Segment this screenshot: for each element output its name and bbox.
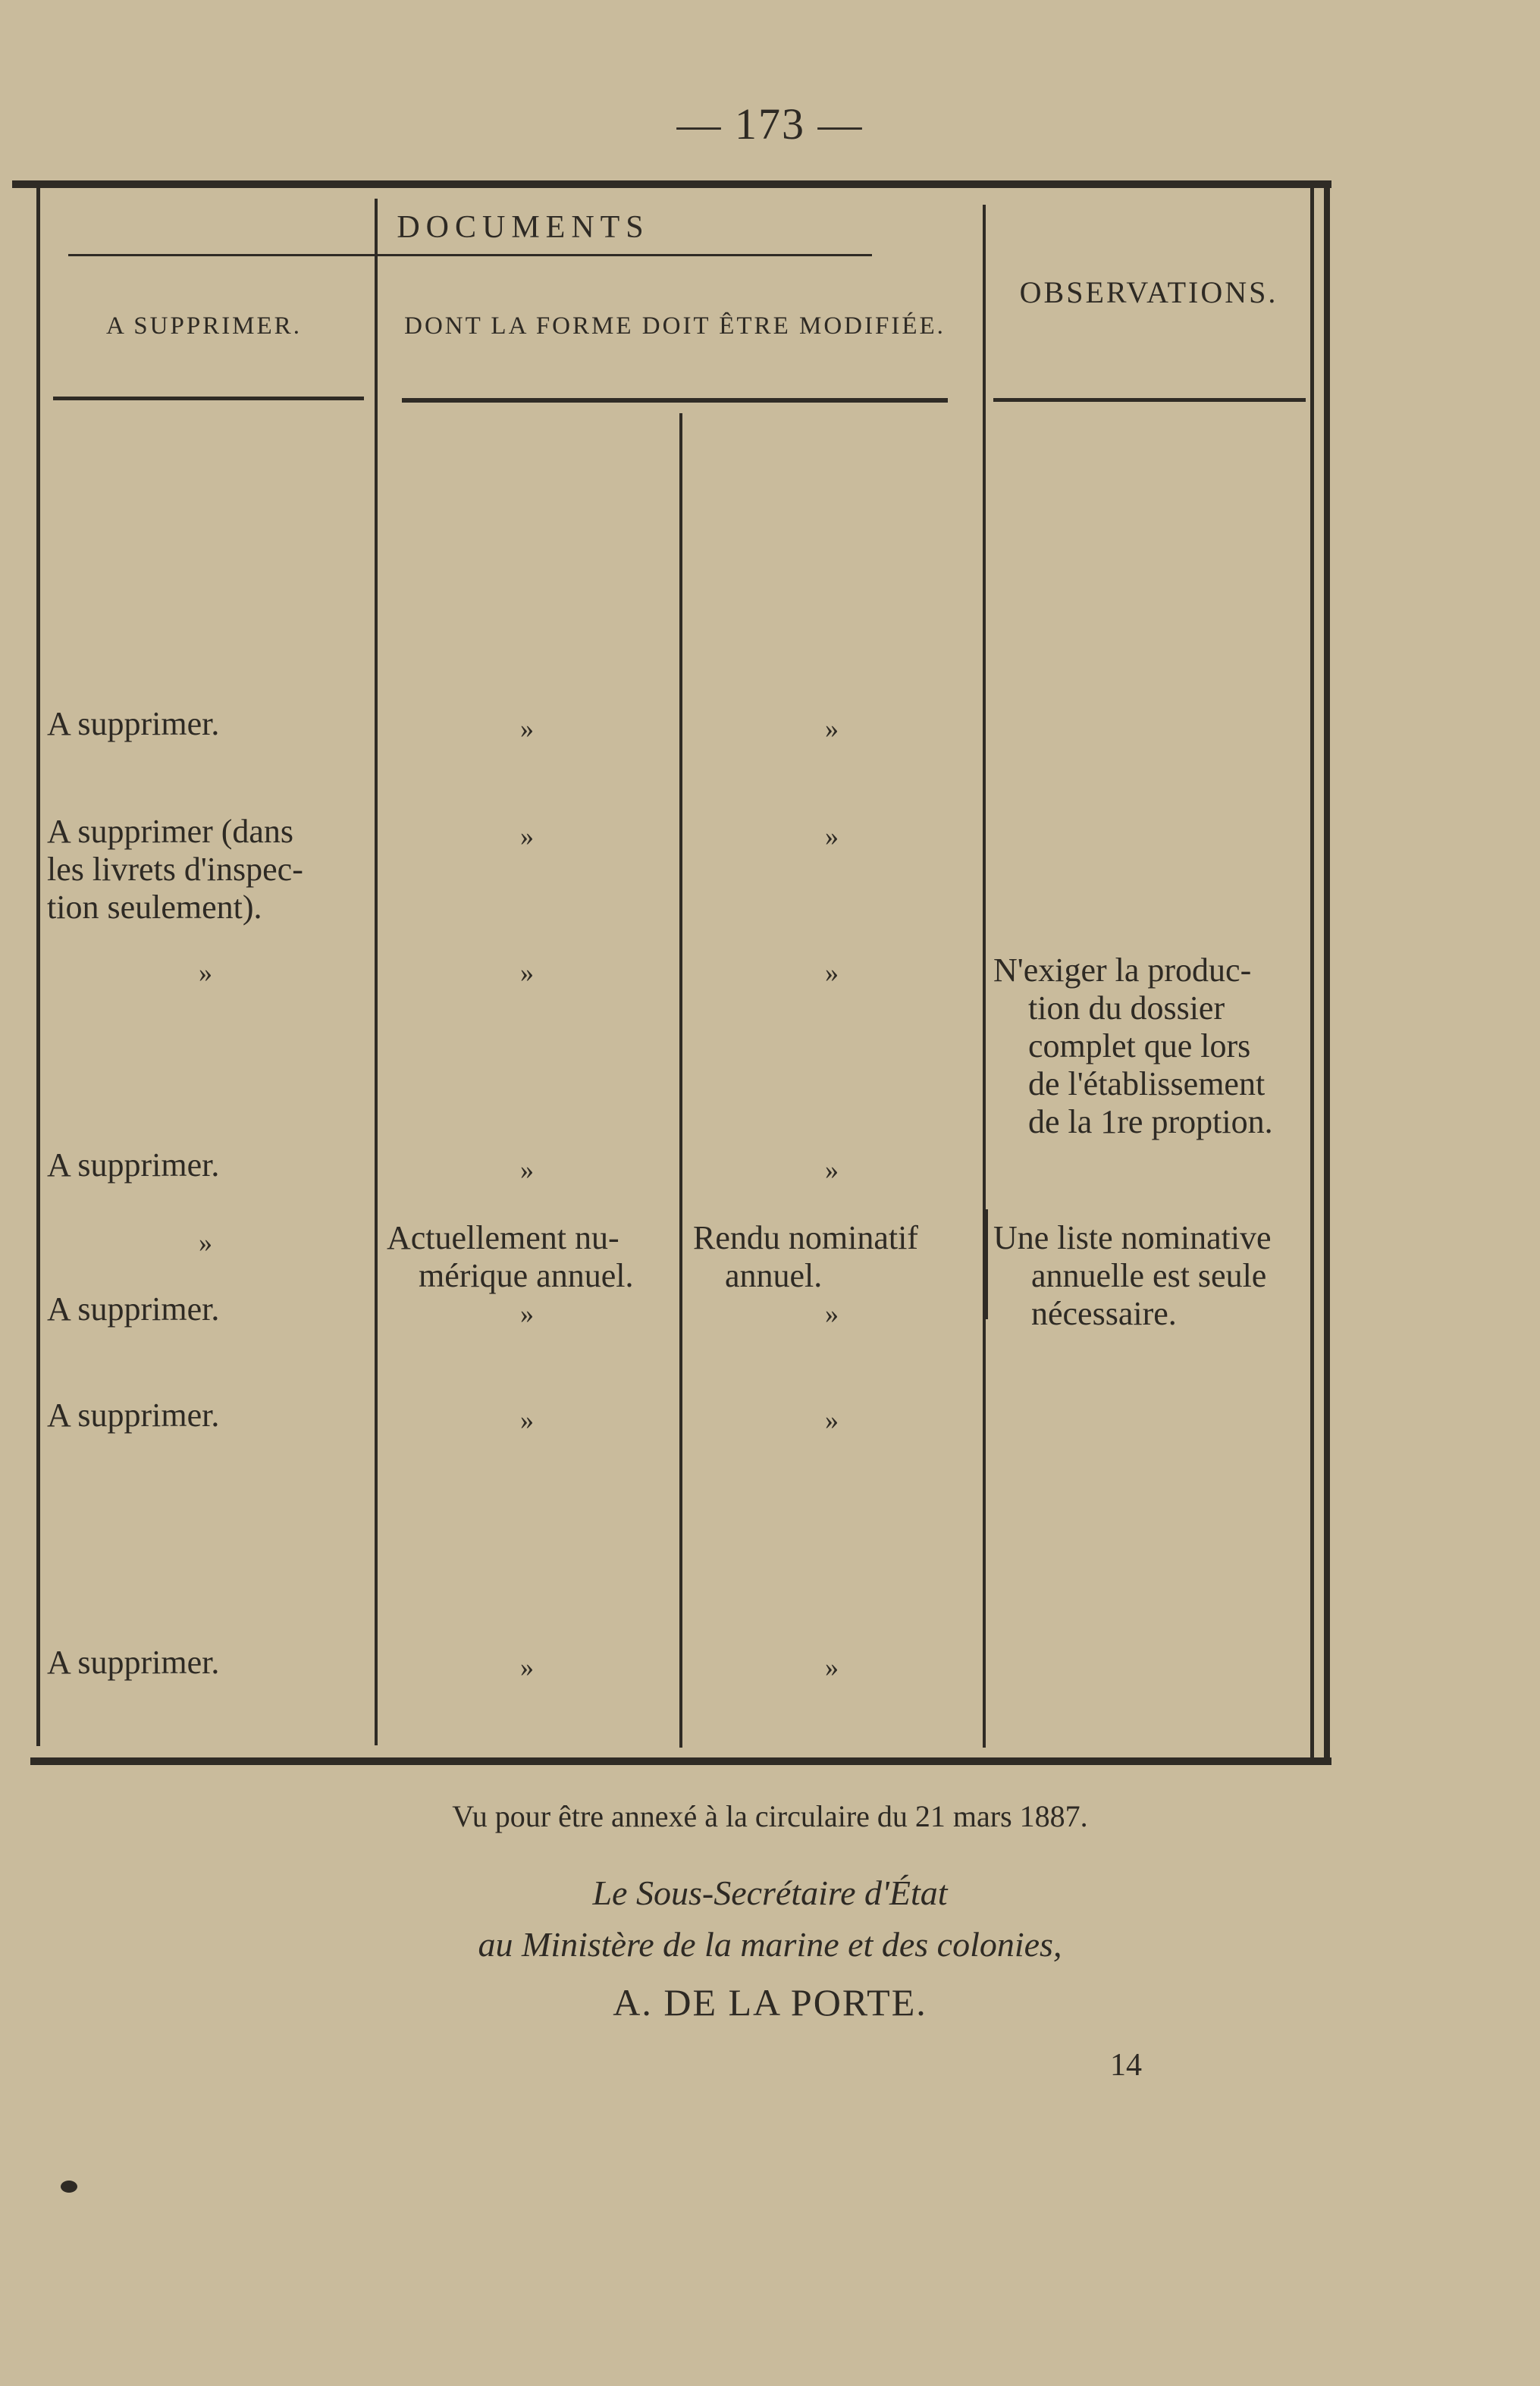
row7-col2: » (520, 1405, 534, 1435)
row7-col3: » (825, 1405, 839, 1435)
signatory-title-line2: au Ministère de la marine et des colonies, (478, 1925, 1062, 1964)
annex-note: Vu pour être annexé à la circulaire du 21 mars 1887. (452, 1799, 1088, 1833)
row8-col3: » (825, 1652, 839, 1682)
row3-obs-line3: complet que lors (1028, 1027, 1251, 1064)
row5-col3-line2: annuel. (725, 1257, 823, 1294)
row2-col1-line2: les livrets d'inspec- (47, 851, 303, 888)
row5-obs-line2: annuelle est seule (1031, 1257, 1267, 1294)
table-bottom-rule (30, 1757, 1331, 1765)
row3-obs-line4: de l'établissement (1028, 1065, 1266, 1102)
header-rule-1 (53, 397, 364, 400)
forme-modifiee-header: DONT LA FORME DOIT ÊTRE MODIFIÉE. (404, 312, 946, 340)
documents-underline (68, 254, 872, 256)
row5-col1: » (199, 1227, 212, 1258)
signature: A. DE LA PORTE. (613, 1981, 927, 2024)
row5-col2-line2: mérique annuel. (419, 1257, 634, 1294)
row5-obs-line3: nécessaire. (1031, 1295, 1177, 1332)
brace-line (986, 1209, 988, 1319)
documents-header: DOCUMENTS (397, 210, 650, 245)
row4-col2: » (520, 1155, 534, 1185)
header-rule-3 (993, 398, 1306, 402)
table-top-rule (12, 180, 1331, 188)
column-divider-1 (375, 199, 378, 1745)
row1-col1: A supprimer. (47, 705, 220, 742)
row2-col1-line3: tion seulement). (47, 889, 262, 926)
row5-col3-line1: Rendu nominatif (693, 1219, 918, 1256)
row8-col1: A supprimer. (47, 1644, 220, 1681)
row2-col3: » (825, 821, 839, 851)
row8-col2: » (520, 1652, 534, 1682)
page-number: — 173 — (676, 99, 864, 149)
sheet-number: 14 (1110, 2048, 1142, 2083)
row7-col1: A supprimer. (47, 1397, 220, 1434)
column-divider-3 (983, 205, 986, 1748)
signatory-title-line1: Le Sous-Secrétaire d'État (592, 1873, 948, 1912)
observations-header: OBSERVATIONS. (1019, 275, 1278, 309)
row3-col2: » (520, 958, 534, 988)
row3-obs-line1: N'exiger la produc- (993, 952, 1252, 989)
table-left-border (36, 188, 40, 1746)
row5-col2-line1: Actuellement nu- (387, 1219, 619, 1256)
header-rule-2 (402, 398, 948, 403)
row6-col2: » (520, 1299, 534, 1329)
row6-col1: A supprimer. (47, 1290, 220, 1328)
row1-col2: » (520, 713, 534, 744)
row4-col3: » (825, 1155, 839, 1185)
row3-col3: » (825, 958, 839, 988)
row2-col2: » (520, 821, 534, 851)
table-right-edge (1324, 188, 1330, 1765)
column-divider-2 (679, 413, 682, 1748)
row3-col1: » (199, 958, 212, 988)
row6-col3: » (825, 1299, 839, 1329)
row3-obs-line5: de la 1re proption. (1028, 1103, 1273, 1140)
row1-col3: » (825, 713, 839, 744)
row4-col1: A supprimer. (47, 1146, 220, 1184)
row2-col1-line1: A supprimer (dans (47, 813, 294, 850)
a-supprimer-header: A SUPPRIMER. (106, 312, 302, 340)
table-right-border (1310, 188, 1314, 1757)
ink-blot (61, 2181, 77, 2193)
row5-obs-line1: Une liste nominative (993, 1219, 1272, 1256)
row3-obs-line2: tion du dossier (1028, 989, 1225, 1027)
